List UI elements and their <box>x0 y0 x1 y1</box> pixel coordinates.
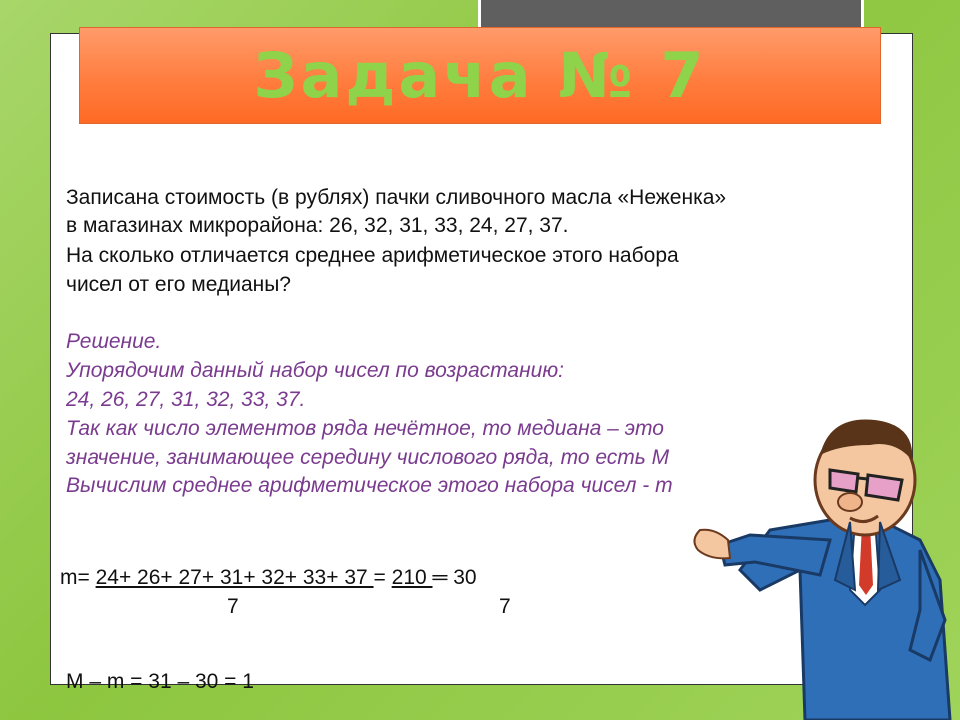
mean-formula <box>60 566 477 590</box>
slide-title: Задача № 7 <box>253 39 707 112</box>
teacher-illustration <box>680 400 960 720</box>
formula-prefix: m= <box>60 566 96 589</box>
solution-line-2: 24, 26, 27, 31, 32, 33, 37. <box>66 388 306 411</box>
problem-line-4: чисел от его медианы? <box>66 273 291 296</box>
formula-sum: 210 <box>391 566 433 589</box>
solution-line-5: Вычислим среднее арифметическое этого набора чисел - m <box>66 474 673 497</box>
formula-denominator-2: 7 <box>499 595 511 618</box>
solution-line-1: Упорядочим данный набор чисел по возрастанию: <box>66 359 564 382</box>
solution-line-3: Так как число элементов ряда нечётное, то медиана – это <box>66 417 664 440</box>
problem-line-2: в магазинах микрорайона: 26, 32, 31, 33, 24, 27, 37. <box>66 214 569 237</box>
solution-heading: Решение. <box>66 330 162 353</box>
formula-denominator-1: 7 <box>227 595 239 618</box>
solution-line-4: значение, занимающее середину числового ряда, то есть M <box>66 446 670 469</box>
problem-line-1: Записана стоимость (в рублях) пачки сливочного масла «Неженка» <box>66 186 727 209</box>
problem-line-3: На сколько отличается среднее арифметическое этого набора <box>66 244 679 267</box>
result-line: M – m = 31 – 30 = 1 <box>66 670 254 693</box>
formula-equals-1: = <box>373 566 392 589</box>
formula-result: ═ 30 <box>432 566 477 589</box>
formula-numerator: 24+ 26+ 27+ 31+ 32+ 33+ 37 <box>95 566 374 589</box>
title-banner <box>79 27 881 124</box>
